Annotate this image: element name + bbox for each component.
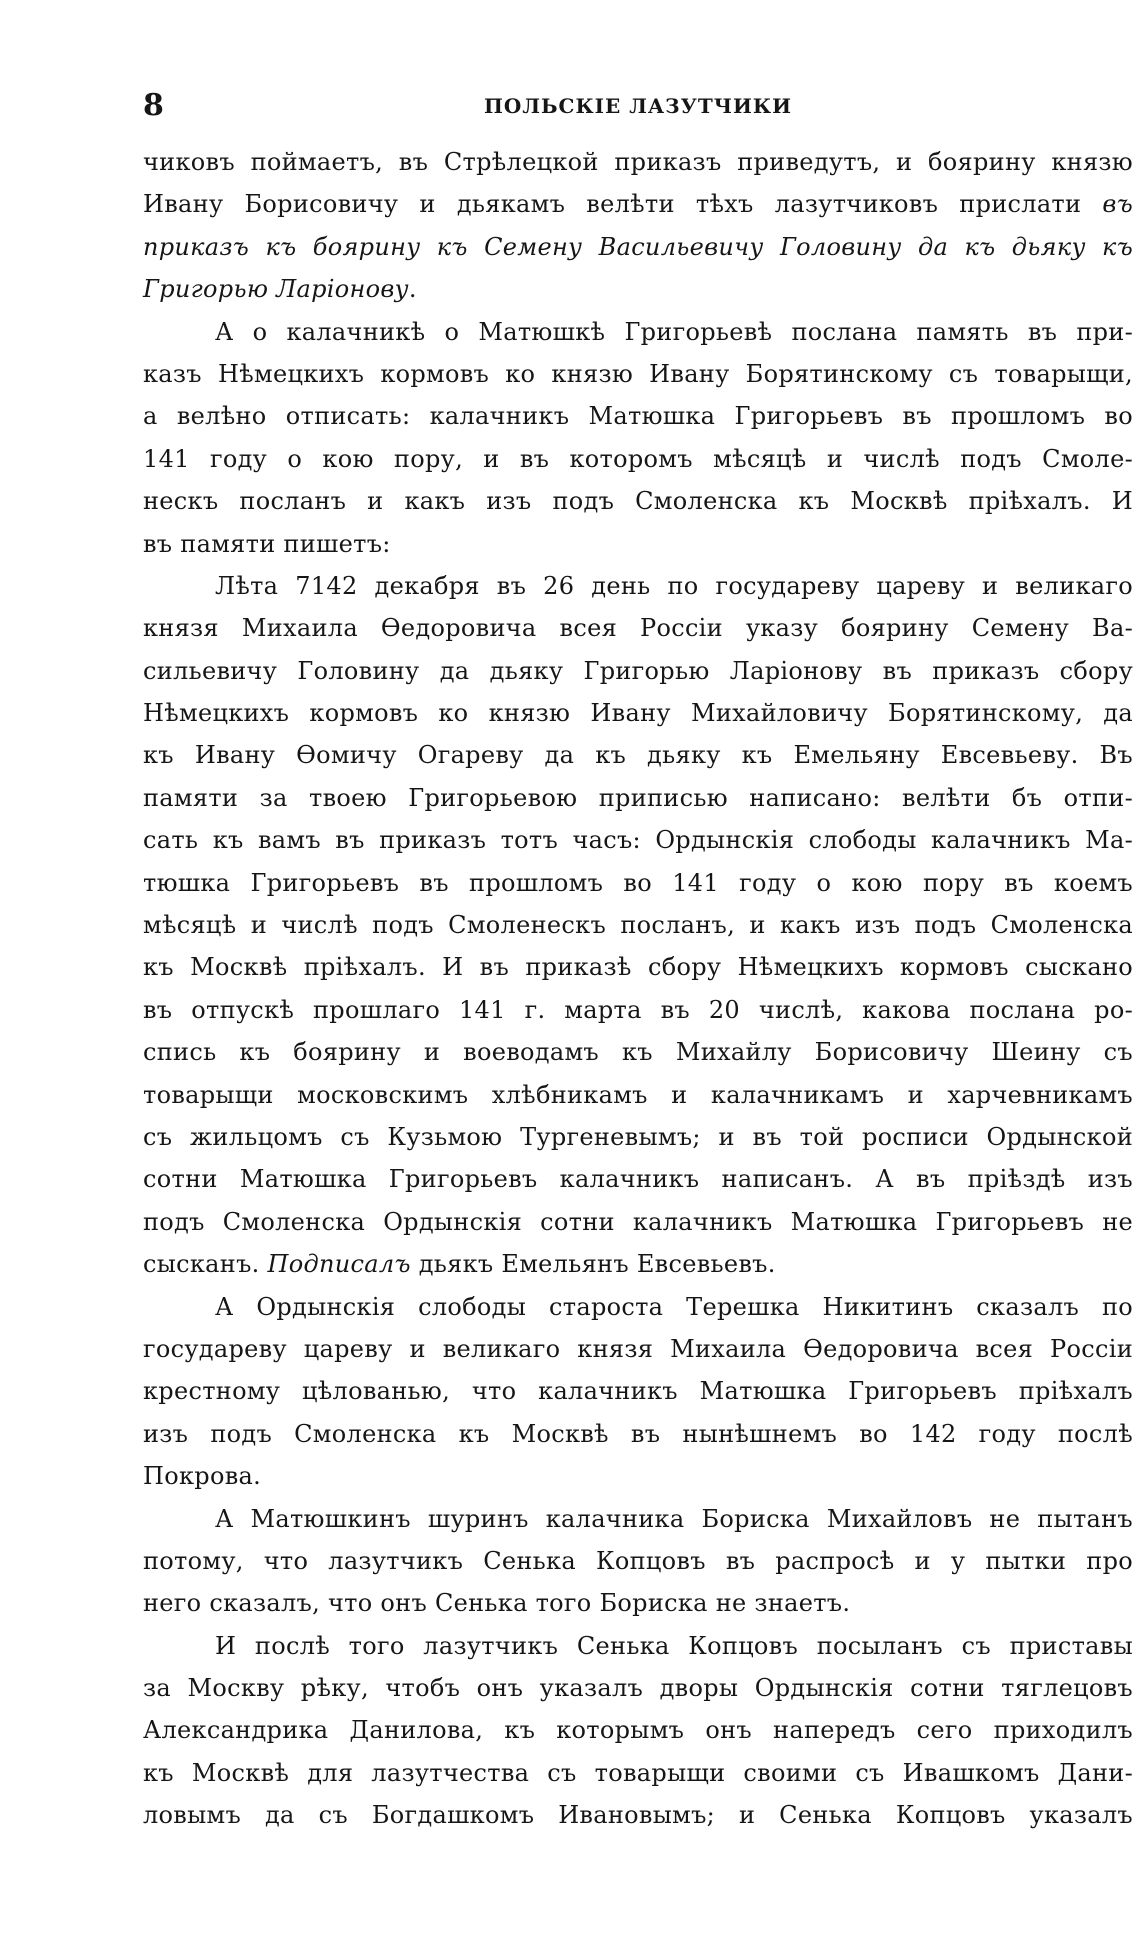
text-line: [143, 904, 1133, 946]
text-segment: Покрова.: [143, 1462, 262, 1491]
text-segment: Александрика Данилова, къ которымъ онъ напередъ сего приходилъ: [143, 1716, 1133, 1745]
text-segment: князя Михаила Ѳедоровича всея Россіи указу боярину Семену Ва-: [143, 614, 1133, 643]
text-line: [143, 1116, 1133, 1158]
text-line: [143, 183, 1133, 225]
text-segment: потому, что лазутчикъ Сенька Копцовъ въ распросѣ и у пытки про: [143, 1546, 1133, 1575]
text-line: [143, 777, 1133, 819]
text-line: [143, 1201, 1133, 1243]
text-line: [143, 1370, 1133, 1412]
text-segment: къ Москвѣ пріѣхалъ. И въ приказѣ сбору Нѣмецкихъ кормовъ сыскано: [143, 953, 1133, 982]
text-line: [143, 226, 1133, 268]
text-segment: къ Ивану Ѳомичу Огареву да къ дьяку къ Емельяну Евсевьеву. Въ: [143, 741, 1133, 770]
text-segment: сильевичу Головину да дьяку Григорью Ларіонову въ приказъ сбору: [143, 656, 1133, 685]
text-segment: Лѣта 7142 декабря въ 26 день по государеву цареву и великаго: [215, 571, 1133, 600]
italic-text-segment: Подписалъ: [267, 1250, 411, 1279]
text-segment: дьякъ Емельянъ Евсевьевъ.: [410, 1250, 776, 1279]
text-segment: къ Москвѣ для лазутчества съ товарыщи своими съ Ивашкомъ Дани-: [143, 1758, 1133, 1787]
text-segment: мѣсяцѣ и числѣ подъ Смоленескъ посланъ, и какъ изъ подъ Смоленска: [143, 911, 1133, 940]
text-segment: товарыщи московскимъ хлѣбникамъ и калачникамъ и харчевникамъ: [143, 1080, 1133, 1109]
text-body: [143, 141, 1133, 1837]
text-line: [143, 480, 1133, 522]
text-segment: Ивану Борисовичу и дьякамъ велѣти тѣхъ лазутчиковъ прислати: [143, 190, 1103, 219]
page-number: 8: [143, 88, 164, 123]
text-segment: А Ордынскія слободы староста Терешка Никитинъ сказалъ по: [215, 1292, 1133, 1321]
text-line: [143, 1031, 1133, 1073]
italic-text-segment: Григорью Ларіонову: [143, 275, 409, 304]
text-segment: въ отпускѣ прошлаго 141 г. марта въ 20 числѣ, какова послана ро-: [143, 995, 1133, 1024]
text-line: [143, 1752, 1133, 1794]
text-segment: И послѣ того лазутчикъ Сенька Копцовъ посыланъ съ приставы: [215, 1631, 1133, 1660]
text-segment: казъ Нѣмецкихъ кормовъ ко князю Ивану Борятинскому съ товарыщи,: [143, 359, 1133, 388]
text-line: [143, 395, 1133, 437]
text-segment: ловымъ да съ Богдашкомъ Ивановымъ; и Сенька Копцовъ указалъ: [143, 1801, 1133, 1830]
text-segment: въ памяти пишетъ:: [143, 529, 391, 558]
text-segment: чиковъ поймаетъ, въ Стрѣлецкой приказъ приведутъ, и боярину князю: [143, 148, 1133, 176]
text-segment: 141 году о кою пору, и въ которомъ мѣсяцѣ и числѣ подъ Смоле-: [143, 444, 1133, 473]
text-line: [143, 819, 1133, 861]
text-line: [143, 1625, 1133, 1667]
text-segment: за Москву рѣку, чтобъ онъ указалъ дворы Ордынскія сотни тяглецовъ: [143, 1674, 1133, 1703]
text-line: [143, 353, 1133, 395]
text-line: [143, 141, 1133, 183]
text-line: [143, 1794, 1133, 1836]
text-segment: съ жильцомъ съ Кузьмою Тургеневымъ; и въ той росписи Ордынской: [143, 1122, 1133, 1151]
text-line: [143, 268, 1133, 310]
text-line: [143, 565, 1133, 607]
page-header: [143, 86, 1133, 126]
text-segment: сать къ вамъ въ приказъ тотъ часъ: Ордынскія слободы калачникъ Ма-: [143, 826, 1133, 855]
text-line: [143, 1286, 1133, 1328]
text-line: [143, 607, 1133, 649]
text-line: [143, 438, 1133, 480]
text-line: [143, 1413, 1133, 1455]
text-segment: государеву цареву и великаго князя Михаила Ѳедоровича всея Россіи: [143, 1334, 1133, 1363]
text-segment: А о калачникѣ о Матюшкѣ Григорьевѣ послана память въ при-: [215, 317, 1133, 346]
text-line: [143, 1243, 1133, 1285]
text-line: [143, 692, 1133, 734]
text-line: [143, 734, 1133, 776]
text-segment: А Матюшкинъ шуринъ калачника Бориска Михайловъ не пытанъ: [215, 1504, 1133, 1533]
text-segment: Нѣмецкихъ кормовъ ко князю Ивану Михайловичу Борятинскому, да: [143, 699, 1133, 728]
text-segment: изъ подъ Смоленска къ Москвѣ въ нынѣшнемъ во 142 году послѣ: [143, 1419, 1133, 1448]
text-line: [143, 1328, 1133, 1370]
text-line: [143, 311, 1133, 353]
text-segment: сысканъ.: [143, 1250, 268, 1279]
italic-text-segment: въ: [1102, 190, 1133, 219]
text-segment: спись къ боярину и воеводамъ къ Михайлу Борисовичу Шеину съ: [143, 1038, 1133, 1067]
text-line: [143, 523, 1133, 565]
text-segment: памяти за твоею Григорьевою приписью написано: велѣти бъ отпи-: [143, 783, 1133, 812]
text-segment: а велѣно отписать: калачникъ Матюшка Григорьевъ въ прошломъ во: [143, 402, 1133, 431]
text-line: [143, 989, 1133, 1031]
text-segment: тюшка Григорьевъ въ прошломъ во 141 году о кою пору въ коемъ: [143, 868, 1133, 897]
text-line: [143, 1540, 1133, 1582]
running-title: ПОЛЬСКІЕ ЛАЗУТЧИКИ: [484, 94, 792, 118]
text-line: [143, 1667, 1133, 1709]
text-line: [143, 946, 1133, 988]
text-segment: крестному цѣлованью, что калачникъ Матюшка Григорьевъ пріѣхалъ: [143, 1377, 1133, 1406]
text-line: [143, 1582, 1133, 1624]
text-segment: нескъ посланъ и какъ изъ подъ Смоленска къ Москвѣ пріѣхалъ. И: [143, 487, 1133, 516]
text-segment: него сказалъ, что онъ Сенька того Бориска не знаетъ.: [143, 1589, 851, 1618]
text-line: [143, 1074, 1133, 1116]
text-line: [143, 650, 1133, 692]
text-segment: подъ Смоленска Ордынскія сотни калачникъ Матюшка Григорьевъ не: [143, 1207, 1133, 1236]
text-segment: .: [408, 275, 417, 304]
text-line: [143, 1709, 1133, 1751]
text-line: [143, 1498, 1133, 1540]
text-segment: сотни Матюшка Григорьевъ калачникъ написанъ. А въ пріѣздѣ изъ: [143, 1165, 1133, 1194]
text-line: [143, 1455, 1133, 1497]
text-line: [143, 1158, 1133, 1200]
italic-text-segment: приказъ къ боярину къ Семену Васильевичу Головину да къ дьяку къ: [143, 232, 1133, 261]
text-line: [143, 862, 1133, 904]
